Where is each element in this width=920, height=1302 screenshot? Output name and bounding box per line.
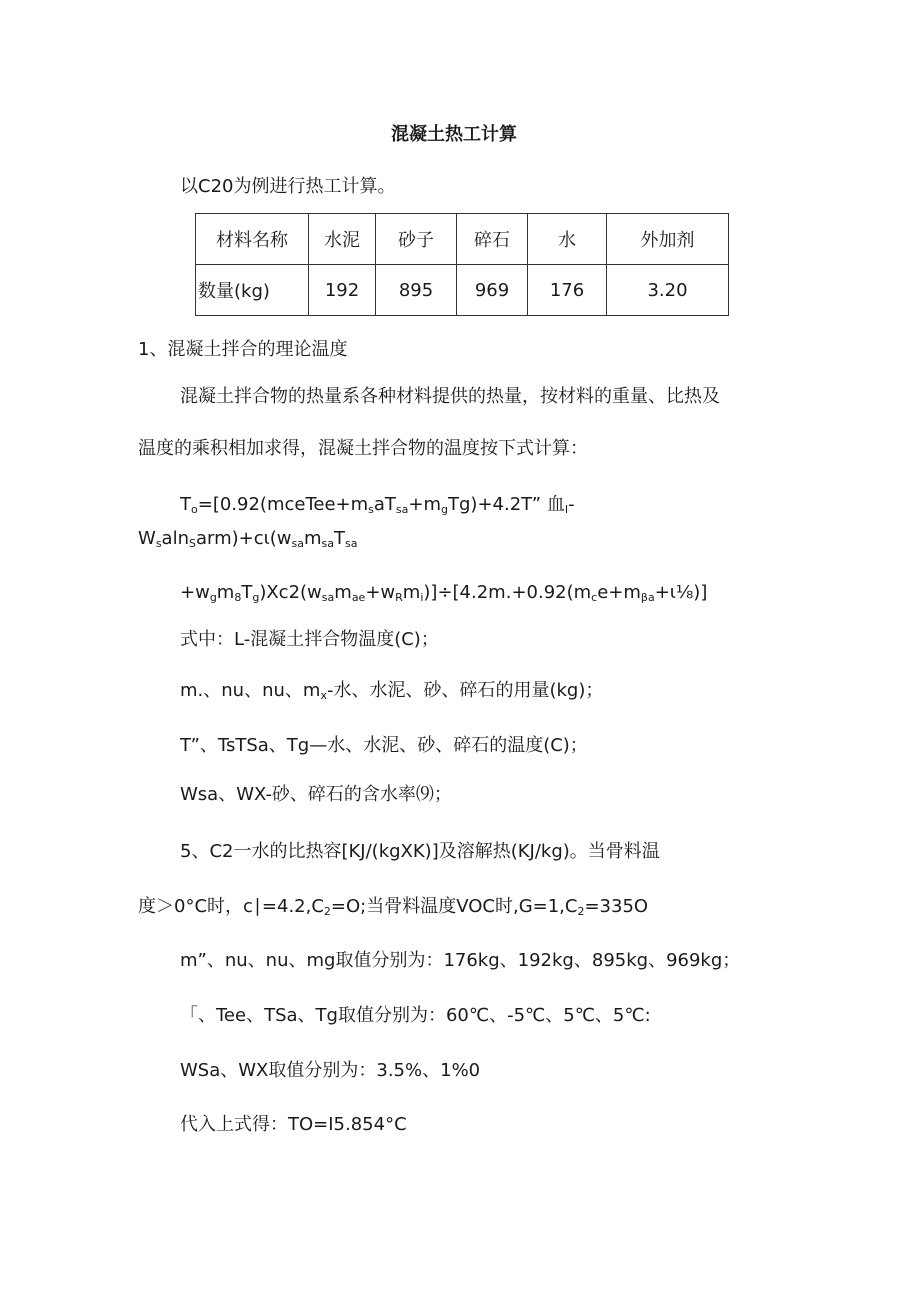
- table-cell: 176: [528, 265, 607, 316]
- values-line: m”、nu、nu、mg取值分别为：176kg、192kg、895kg、969kg；: [180, 950, 741, 971]
- values-line: WSa、WX取值分别为：3.5%、1%0: [180, 1060, 481, 1081]
- table-cell: 895: [376, 265, 457, 316]
- paragraph-line: 混凝土拌合物的热量系各种材料提供的热量，按材料的重量、比热及: [180, 386, 720, 407]
- table-header-cell: 水: [528, 214, 607, 265]
- table-header-cell: 材料名称: [196, 214, 309, 265]
- definition-line: 式中：L-混凝土拌合物温度(C)；: [180, 629, 439, 650]
- paragraph-line: 度＞0°C时，$c∣=4.2,C_2=O$;当骨料温度VOC时$,G=1,C_2=335O$: [138, 896, 649, 918]
- table-header-cell: 外加剂: [607, 214, 729, 265]
- section-heading: 1、混凝土拌合的理论温度: [138, 339, 348, 360]
- paragraph-line: 温度的乘积相加求得，混凝土拌合物的温度按下式计算：: [138, 438, 588, 459]
- definition-line: T”、TsTSa、Tg—水、水泥、砂、碎石的温度(C)；: [180, 735, 588, 756]
- intro-text: 以C20为例进行热工计算。: [180, 176, 396, 197]
- paragraph-line: 5、C2一水的比热容[KJ/(kgXK)]及溶解热(KJ/kg)。当骨料温: [180, 841, 660, 862]
- result-line: 代入上式得：TO=I5.854°C: [180, 1114, 407, 1135]
- formula-line-3: $+w_gm_8T_g)Xc2(w_{sa}m_{ae}+w_Rm_i)]\div[4.2m.+0.92(m_ce+m_{\beta a}+\iota\frac{1}{8})]$: [180, 582, 708, 604]
- definition-line: Wsa、WX-砂、碎石的含水率⑼；: [180, 784, 452, 805]
- table-cell: 3.20: [607, 265, 729, 316]
- materials-table: [195, 213, 729, 316]
- values-line: 「、Tee、TSa、Tg取值分别为：60℃、-5℃、5℃、5℃:: [180, 1005, 651, 1026]
- table-header-row: [196, 214, 729, 265]
- table-row: [196, 265, 729, 316]
- table-cell: 192: [309, 265, 376, 316]
- formula-line-2: $W_saln_Sarm)+c\iota(w_{sa}m_{sa}T_{sa}$: [138, 528, 358, 550]
- table-header-cell: 碎石: [457, 214, 528, 265]
- page-title: 混凝土热工计算: [391, 124, 517, 145]
- table-cell: 969: [457, 265, 528, 316]
- definition-line: m.、nu、nu、$m_x-$水、水泥、砂、碎石的用量(kg)；: [180, 680, 604, 702]
- formula-line-1: $T_o=[0.92(mceTee+m_saT_{sa}+m_gTg)+4.2T$” 血$_I$-: [180, 494, 575, 516]
- table-header-cell: 砂子: [376, 214, 457, 265]
- table-header-cell: 水泥: [309, 214, 376, 265]
- table-row-label: 数量(kg): [196, 265, 309, 316]
